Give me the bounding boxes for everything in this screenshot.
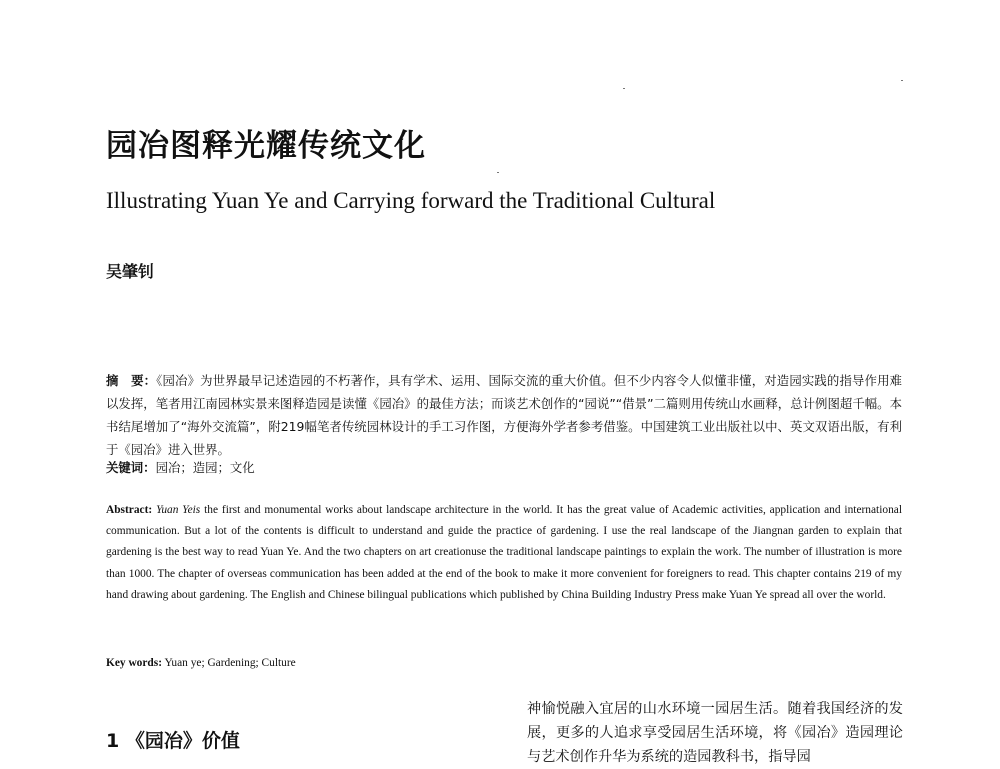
- scan-speck: [623, 88, 625, 89]
- title-chinese: 园冶图释光耀传统文化: [106, 128, 426, 164]
- abstract-english-label: Abstract:: [106, 504, 153, 516]
- keywords-english: [106, 653, 296, 673]
- author-name: 吴肇钊: [106, 262, 155, 281]
- keywords-chinese-label: 关键词：: [106, 460, 156, 475]
- abstract-english: [106, 500, 902, 606]
- keywords-english-label: Key words:: [106, 657, 162, 669]
- abstract-chinese: [106, 369, 902, 461]
- abstract-english-italic-lead: Yuan Yeis: [156, 504, 201, 516]
- body-text-right-column: 神愉悦融入宜居的山水环境一园居生活。随着我国经济的发展，更多的人追求享受园居生活环境，将《园冶》造园理论与艺术创作升华为系统的造园教科书，指导园: [527, 701, 903, 765]
- title-english: Illustrating Yuan Ye and Carrying forward the Traditional Cultural: [106, 188, 716, 213]
- section-heading: 1 《园冶》价值: [106, 730, 240, 752]
- abstract-chinese-text: 《园冶》为世界最早记述造园的不朽著作，具有学术、运用、国际交流的重大价值。但不少内容令人似懂非懂，对造园实践的指导作用难以发挥，笔者用江南园林实景来图释造园是读懂《园冶》的最佳方法；而谈艺术创作的“园说”“借景”二篇则用传统山水画释，总计例图超千幅。本书结尾增加了“海外交流篇”，附219幅笔者传统园林设计的手工习作图，方便海外学者参考借鉴。中国建筑工业出版社以中、英文双语出版，有利于《园冶》进入世界。: [106, 373, 902, 457]
- scan-speck: [497, 172, 499, 173]
- keywords-chinese-text: 园冶；造园；文化: [155, 460, 255, 475]
- abstract-chinese-label: 摘 要：: [106, 373, 157, 388]
- keywords-english-text: Yuan ye; Gardening; Culture: [164, 657, 296, 669]
- scan-speck: [901, 80, 903, 81]
- keywords-chinese: [106, 458, 255, 478]
- abstract-english-text: the first and monumental works about landscape architecture in the world. It has the great value of Academic activities, application and international communication. But a lot of the contents is difficult to understand and guide the practice of gardening. I use the real landscape of the Jiangnan garden to explain that gardening is the best way to read Yuan Ye. And the two chapters on art creationuse the traditional landscape paintings to explain the work. The number of illustration is more than 1000. The chapter of overseas communication has been added at the end of the book to make it more convenient for foreigners to read. This chapter contains 219 of my hand drawing about gardening. The English and Chinese bilingual publications which published by China Building Industry Press make Yuan Ye spread all over the world.: [106, 504, 902, 601]
